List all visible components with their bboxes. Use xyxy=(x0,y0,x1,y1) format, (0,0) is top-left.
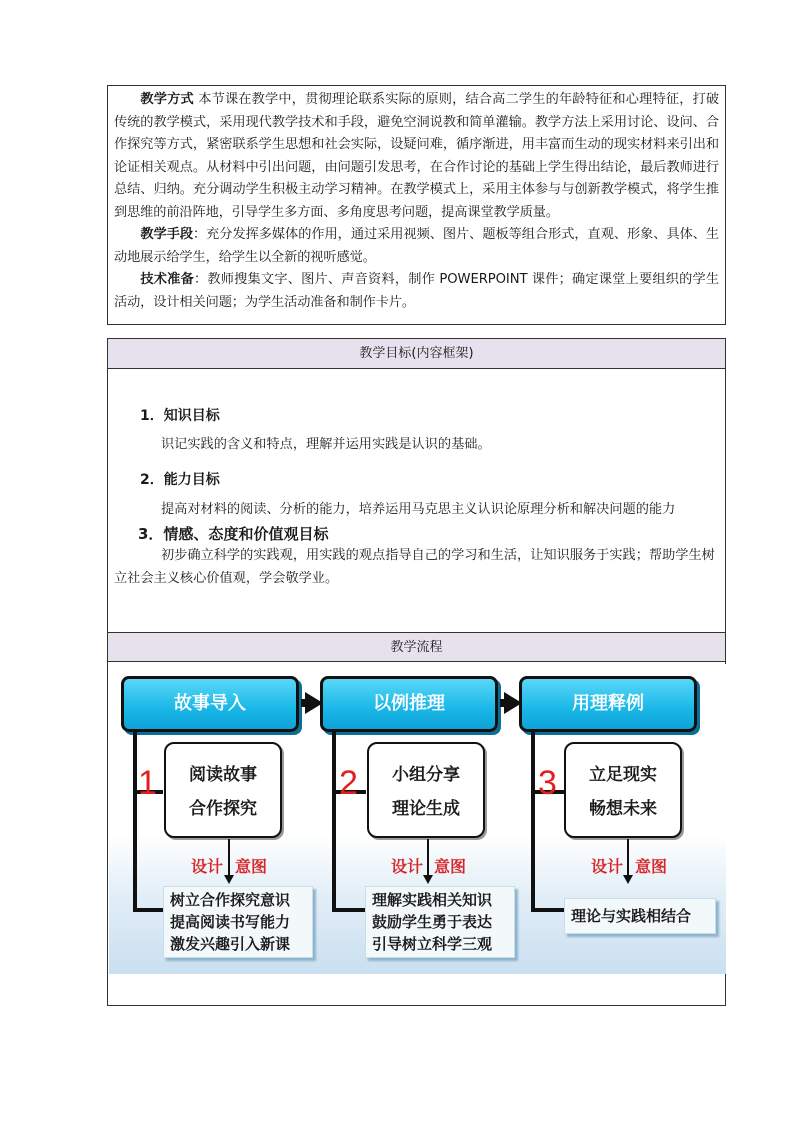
goal-heading-1: 1．知识目标 xyxy=(140,408,220,424)
teaching-method-text: 本节课在教学中，贯彻理论联系实际的原则，结合高二学生的年龄特征和心理特征，打破传统的教学模式，采用现代教学技术和手段，避免空洞说教和简单灌输。教学方法上采用讨论、设问、合作探究等方式，紧密联系学生思想和社会实际，设疑问难，循序渐进，用丰富而生动的现实材料来引出和论证相关观点。从材料中引出问题，由问题引发思考，在合作讨论的基础上学生得出结论，最后教师进行总结、归纳。充分调动学生积极主动学习精神。在教学模式上，采用主体参与与创新教学模式，将学生推到思维的前沿阵地，引导学生多方面、多角度思考问题，提高课堂教学质量。 xyxy=(114,92,719,220)
stage-3-step-line-2: 畅想未来 xyxy=(589,799,657,819)
goal-heading-3: 3．情感、态度和价值观目标 xyxy=(138,525,329,543)
goals-band: 教学目标(内容框架) xyxy=(108,339,725,369)
stage-2-intent-box xyxy=(365,886,515,958)
stage-3-step-line-1: 立足现实 xyxy=(589,765,657,785)
tech-prep-paragraph xyxy=(114,269,719,314)
stage-1-step-box xyxy=(164,742,282,838)
teaching-means-paragraph xyxy=(114,224,719,269)
stage-2-step-box xyxy=(367,742,485,838)
stage-2-step-line-2: 理论生成 xyxy=(392,799,460,819)
stage-2-down-arrowhead xyxy=(423,875,433,884)
stage-1-header: 故事导入 xyxy=(121,676,299,732)
teaching-methods-box xyxy=(107,85,726,325)
goal-text-2: 提高对材料的阅读、分析的能力，培养运用马克思主义认识论原理分析和解决问题的能力 xyxy=(161,502,676,517)
stage-1-foot xyxy=(133,908,167,912)
stage-2-foot xyxy=(332,908,366,912)
stage-3-number: 3 xyxy=(538,764,557,802)
stage-2-down-arrow xyxy=(427,839,429,879)
stage-3-intent-line-1: 理论与实践相结合 xyxy=(571,907,692,925)
stage-1-intent-line-2: 提高阅读书写能力 xyxy=(170,913,291,931)
stage-3-down-arrowhead xyxy=(623,875,633,884)
stage-1-design-label-b: 意图 xyxy=(235,857,268,876)
tech-prep-label: 技术准备 xyxy=(140,272,194,287)
goal-heading-2: 2．能力目标 xyxy=(140,472,220,488)
stage-2-intent-line-3: 引导树立科学三观 xyxy=(372,935,493,953)
stage-2-intent-line-1: 理解实践相关知识 xyxy=(372,891,493,909)
tech-prep-text: ：教师搜集文字、图片、声音资料，制作 POWERPOINT 课件；确定课堂上要组织的学生活动，设计相关问题；为学生活动准备和制作卡片。 xyxy=(114,272,719,310)
stage-2-step-line-1: 小组分享 xyxy=(392,765,460,785)
stage-1-down-arrow xyxy=(228,839,230,879)
teaching-means-label: 教学手段 xyxy=(140,227,193,242)
teaching-means-text: ：充分发挥多媒体的作用，通过采用视频、图片、题板等组合形式，直观、形象、具体、生动地展示给学生，给学生以全新的视听感觉。 xyxy=(114,227,719,265)
stage-3-step-box xyxy=(564,742,682,838)
teaching-method-paragraph xyxy=(114,89,719,224)
stage-1-spine xyxy=(133,732,137,912)
stage-2-design-label-b: 意图 xyxy=(434,857,467,876)
teaching-flow-diagram xyxy=(109,664,726,974)
stage-3-foot xyxy=(531,908,565,912)
stage-1-number: 1 xyxy=(138,764,157,802)
stage-2-spine xyxy=(332,732,336,912)
stage-1-design-label-a: 设计 xyxy=(191,857,224,876)
flow-band: 教学流程 xyxy=(108,632,725,662)
stage-3-design-label-b: 意图 xyxy=(635,857,668,876)
stage-3-intent-box xyxy=(564,898,716,934)
flow-arrow-2 xyxy=(504,692,522,714)
stage-2-header: 以例推理 xyxy=(320,676,498,732)
stage-3-down-arrow xyxy=(627,839,629,879)
stage-2-number: 2 xyxy=(339,764,358,802)
stage-1-step-line-2: 合作探究 xyxy=(189,799,257,819)
stage-1-intent-box xyxy=(163,886,313,958)
teaching-method-label: 教学方式 xyxy=(140,92,194,107)
stage-2-intent-line-2: 鼓励学生勇于表达 xyxy=(372,913,493,931)
stage-3-design-label-a: 设计 xyxy=(591,857,624,876)
flow-arrow-1 xyxy=(305,692,323,714)
stage-3-header: 用理释例 xyxy=(519,676,697,732)
stage-1-intent-line-1: 树立合作探究意识 xyxy=(170,891,291,909)
stage-1-down-arrowhead xyxy=(224,875,234,884)
stage-3-spine xyxy=(531,732,535,912)
stage-2-design-label-a: 设计 xyxy=(391,857,424,876)
goal-text-1: 识记实践的含义和特点，理解并运用实践是认识的基础。 xyxy=(161,437,491,452)
goals-flow-box xyxy=(107,338,726,1006)
goal-text-3: 初步确立科学的实践观，用实践的观点指导自己的学习和生活，让知识服务于实践；帮助学生树立社会主义核心价值观，学会敬学业。 xyxy=(114,548,715,586)
stage-1-step-line-1: 阅读故事 xyxy=(189,765,257,785)
stage-1-intent-line-3: 激发兴趣引入新课 xyxy=(170,935,291,953)
